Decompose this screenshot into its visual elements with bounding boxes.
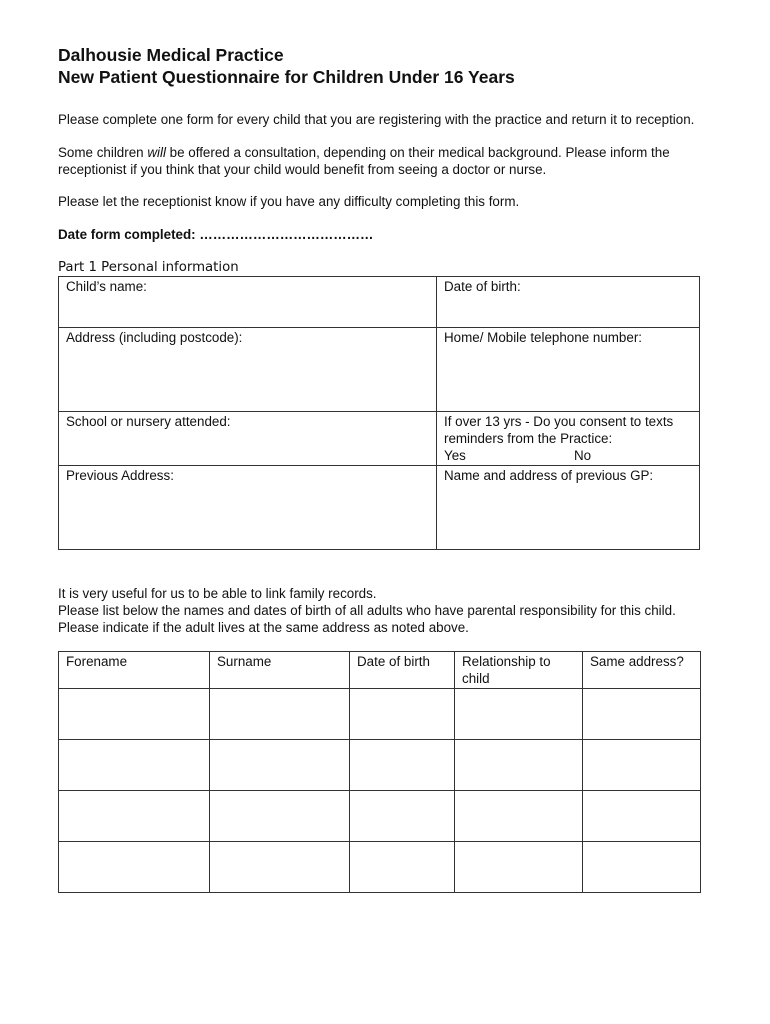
column-relationship: Relationship to child [455,652,583,689]
same-address-cell[interactable] [583,740,701,791]
surname-cell[interactable] [210,740,350,791]
family-table-header [59,652,701,689]
surname-cell[interactable] [210,842,350,893]
date-of-birth-field[interactable] [437,277,700,328]
telephone-label: Home/ Mobile telephone number: [444,330,642,345]
intro-paragraph-2 [58,144,700,178]
surname-cell[interactable] [210,689,350,740]
forename-cell[interactable] [59,791,210,842]
date-completed-field[interactable]: Date form completed: ………………………………… [58,227,374,242]
school-field[interactable] [59,412,437,466]
column-same-address: Same address? [583,652,701,689]
dob-cell[interactable] [350,791,455,842]
practice-name: Dalhousie Medical Practice [58,45,284,65]
telephone-field[interactable] [437,328,700,412]
family-intro-line-1: It is very useful for us to be able to link family records. [58,586,377,601]
dob-cell[interactable] [350,740,455,791]
previous-gp-field[interactable] [437,466,700,550]
same-address-cell[interactable] [583,689,701,740]
consent-field [437,412,700,466]
relationship-cell[interactable] [455,689,583,740]
previous-address-label: Previous Address: [66,468,174,483]
form-title: New Patient Questionnaire for Children Under 16 Years [58,67,515,87]
column-surname: Surname [210,652,350,689]
form-page [58,44,700,893]
forename-cell[interactable] [59,740,210,791]
intro-p2-start: Some children [58,145,148,160]
family-intro-line-2: Please list below the names and dates of birth of all adults who have parental responsibility for this child. Please indicate if the adult lives at the same address as noted above. [58,603,676,635]
family-table [58,651,701,893]
consent-yes-option[interactable]: Yes [444,448,466,463]
intro-paragraph-3: Please let the receptionist know if you have any difficulty completing this form. [58,194,520,209]
intro-p2-emphasis: will [147,145,166,160]
consent-label: If over 13 yrs - Do you consent to texts reminders from the Practice: [444,414,674,446]
relationship-cell[interactable] [455,842,583,893]
forename-cell[interactable] [59,842,210,893]
table-row [59,791,701,842]
consent-no-option[interactable]: No [574,448,592,463]
column-forename: Forename [59,652,210,689]
personal-info-table [58,276,700,550]
childs-name-label: Child’s name: [66,279,147,294]
same-address-cell[interactable] [583,791,701,842]
dob-cell[interactable] [350,842,455,893]
intro-p2-end: be offered a consultation, depending on their medical background. Please inform the receptionist if you think that your child would benefit from seeing a doctor or nurse. [58,145,670,177]
childs-name-field[interactable] [59,277,437,328]
column-date-of-birth: Date of birth [350,652,455,689]
address-field[interactable] [59,328,437,412]
same-address-cell[interactable] [583,842,701,893]
consent-options [444,447,692,464]
table-row [59,689,701,740]
school-label: School or nursery attended: [66,414,231,429]
intro-paragraph-1: Please complete one form for every child that you are registering with the practice and return it to reception. [58,112,695,127]
table-row [59,842,701,893]
part1-heading: Part 1 Personal information [58,260,239,275]
previous-address-field[interactable] [59,466,437,550]
surname-cell[interactable] [210,791,350,842]
relationship-cell[interactable] [455,791,583,842]
address-label: Address (including postcode): [66,330,243,345]
relationship-cell[interactable] [455,740,583,791]
dob-cell[interactable] [350,689,455,740]
date-of-birth-label: Date of birth: [444,279,521,294]
forename-cell[interactable] [59,689,210,740]
previous-gp-label: Name and address of previous GP: [444,468,654,483]
table-row [59,740,701,791]
